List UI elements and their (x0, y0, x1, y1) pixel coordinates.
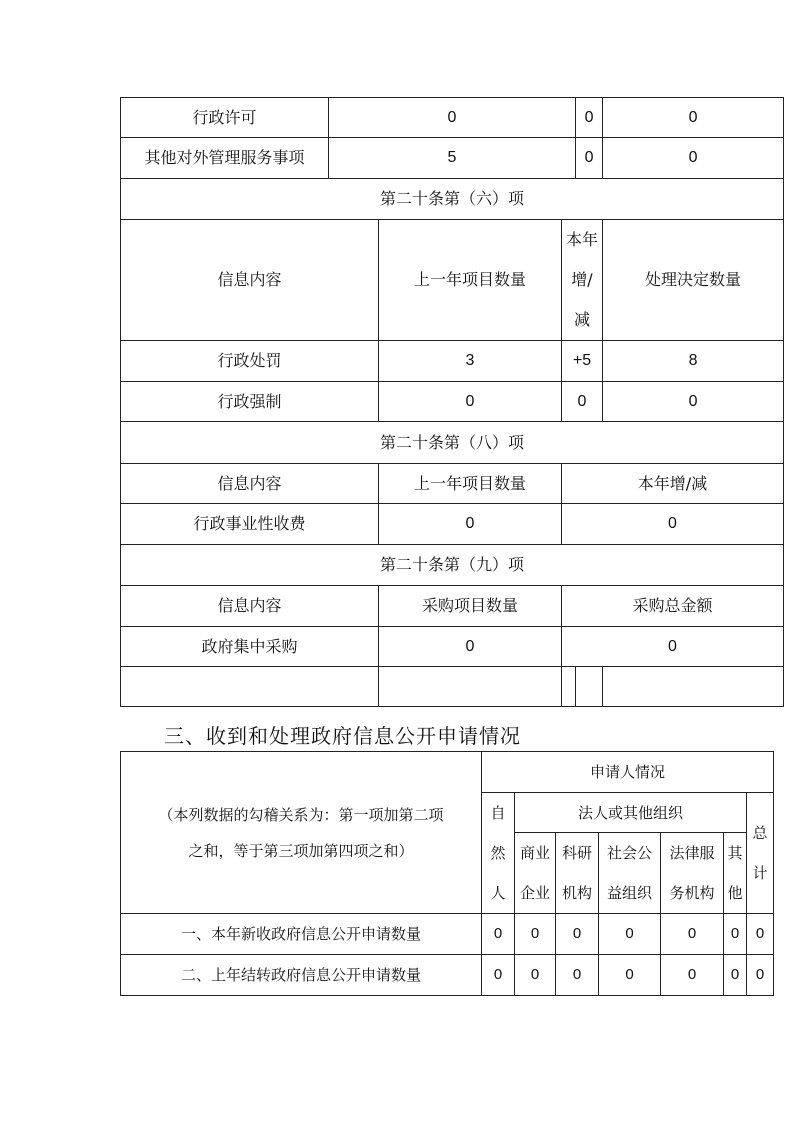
natural-person-header (482, 793, 515, 914)
header-content: 信息内容 (121, 220, 379, 341)
col-legal-service (661, 833, 724, 914)
value-cell: 0 (599, 914, 661, 955)
change-value: 0 (576, 98, 603, 138)
prev-count: 5 (329, 138, 576, 179)
header-char: 自 (490, 804, 506, 822)
header-decisions: 处理决定数量 (603, 220, 784, 341)
total-header (747, 793, 774, 914)
prev-count: 3 (379, 341, 562, 382)
col-business (515, 833, 556, 914)
change-value: +5 (562, 341, 603, 382)
col-public-welfare (599, 833, 661, 914)
col-line: 其 (727, 844, 743, 862)
prev-count: 0 (379, 504, 562, 545)
empty-cell (603, 667, 784, 707)
col-other (724, 833, 747, 914)
row-label: 行政强制 (121, 382, 379, 422)
row-label: 行政处罚 (121, 341, 379, 382)
result-value: 0 (603, 138, 784, 179)
col-research (556, 833, 599, 914)
change-value: 0 (562, 382, 603, 422)
header-change-line: 减 (574, 310, 591, 329)
change-value: 0 (562, 504, 784, 545)
row-label: 政府集中采购 (121, 627, 379, 667)
value-cell: 0 (661, 955, 724, 996)
value-cell: 0 (556, 914, 599, 955)
disclosure-table (120, 97, 784, 707)
value-cell: 0 (724, 914, 747, 955)
procurement-count: 0 (379, 627, 562, 667)
value-cell: 0 (747, 914, 774, 955)
value-cell: 0 (482, 914, 515, 955)
procurement-amount: 0 (562, 627, 784, 667)
change-value: 0 (576, 138, 603, 179)
header-char: 总 (752, 824, 768, 842)
section-title: 第二十条第（九）项 (121, 545, 784, 586)
col-line: 务机构 (669, 884, 715, 902)
header-count: 采购项目数量 (379, 586, 562, 627)
header-char: 计 (752, 864, 768, 882)
value-cell: 0 (747, 955, 774, 996)
section-title: 第二十条第（六）项 (121, 179, 784, 220)
value-cell: 0 (515, 914, 556, 955)
header-prev: 上一年项目数量 (379, 464, 562, 504)
header-content: 信息内容 (121, 464, 379, 504)
prev-count: 0 (329, 98, 576, 138)
col-line: 他 (727, 884, 743, 902)
row-label: 一、本年新收政府信息公开申请数量 (121, 914, 482, 955)
empty-cell (379, 667, 562, 707)
empty-cell (562, 667, 576, 707)
header-change-line: 增/ (571, 270, 593, 289)
value-cell: 0 (515, 955, 556, 996)
application-table (120, 751, 774, 996)
relation-note (121, 752, 482, 914)
section-title: 第二十条第（八）项 (121, 422, 784, 464)
value-cell: 0 (724, 955, 747, 996)
value-cell: 0 (661, 914, 724, 955)
col-line: 法律服 (669, 844, 715, 862)
header-content: 信息内容 (121, 586, 379, 627)
decision-count: 8 (603, 341, 784, 382)
header-char: 然 (490, 844, 506, 862)
header-change (562, 220, 603, 341)
col-line: 企业 (519, 884, 550, 902)
applicant-header: 申请人情况 (482, 752, 774, 793)
col-line: 科研 (561, 844, 592, 862)
legal-entity-header: 法人或其他组织 (515, 793, 747, 833)
empty-cell (576, 667, 603, 707)
decision-count: 0 (603, 382, 784, 422)
value-cell: 0 (556, 955, 599, 996)
row-label: 其他对外管理服务事项 (121, 138, 329, 179)
note-line: 之和，等于第三项加第四项之和） (188, 841, 414, 860)
row-label: 行政许可 (121, 98, 329, 138)
note-line: （本列数据的勾稽关系为：第一项加第二项 (158, 805, 444, 824)
section-heading: 三、收到和处理政府信息公开申请情况 (164, 724, 521, 748)
header-change: 本年增/减 (562, 464, 784, 504)
col-line: 社会公 (606, 844, 652, 862)
col-line: 商业 (519, 844, 550, 862)
value-cell: 0 (599, 955, 661, 996)
header-char: 人 (490, 884, 506, 902)
empty-cell (121, 667, 379, 707)
header-change-line: 本年 (566, 230, 599, 249)
value-cell: 0 (482, 955, 515, 996)
result-value: 0 (603, 98, 784, 138)
col-line: 机构 (561, 884, 592, 902)
col-line: 益组织 (606, 884, 652, 902)
header-prev: 上一年项目数量 (379, 220, 562, 341)
row-label: 二、上年结转政府信息公开申请数量 (121, 955, 482, 996)
prev-count: 0 (379, 382, 562, 422)
row-label: 行政事业性收费 (121, 504, 379, 545)
header-amount: 采购总金额 (562, 586, 784, 627)
